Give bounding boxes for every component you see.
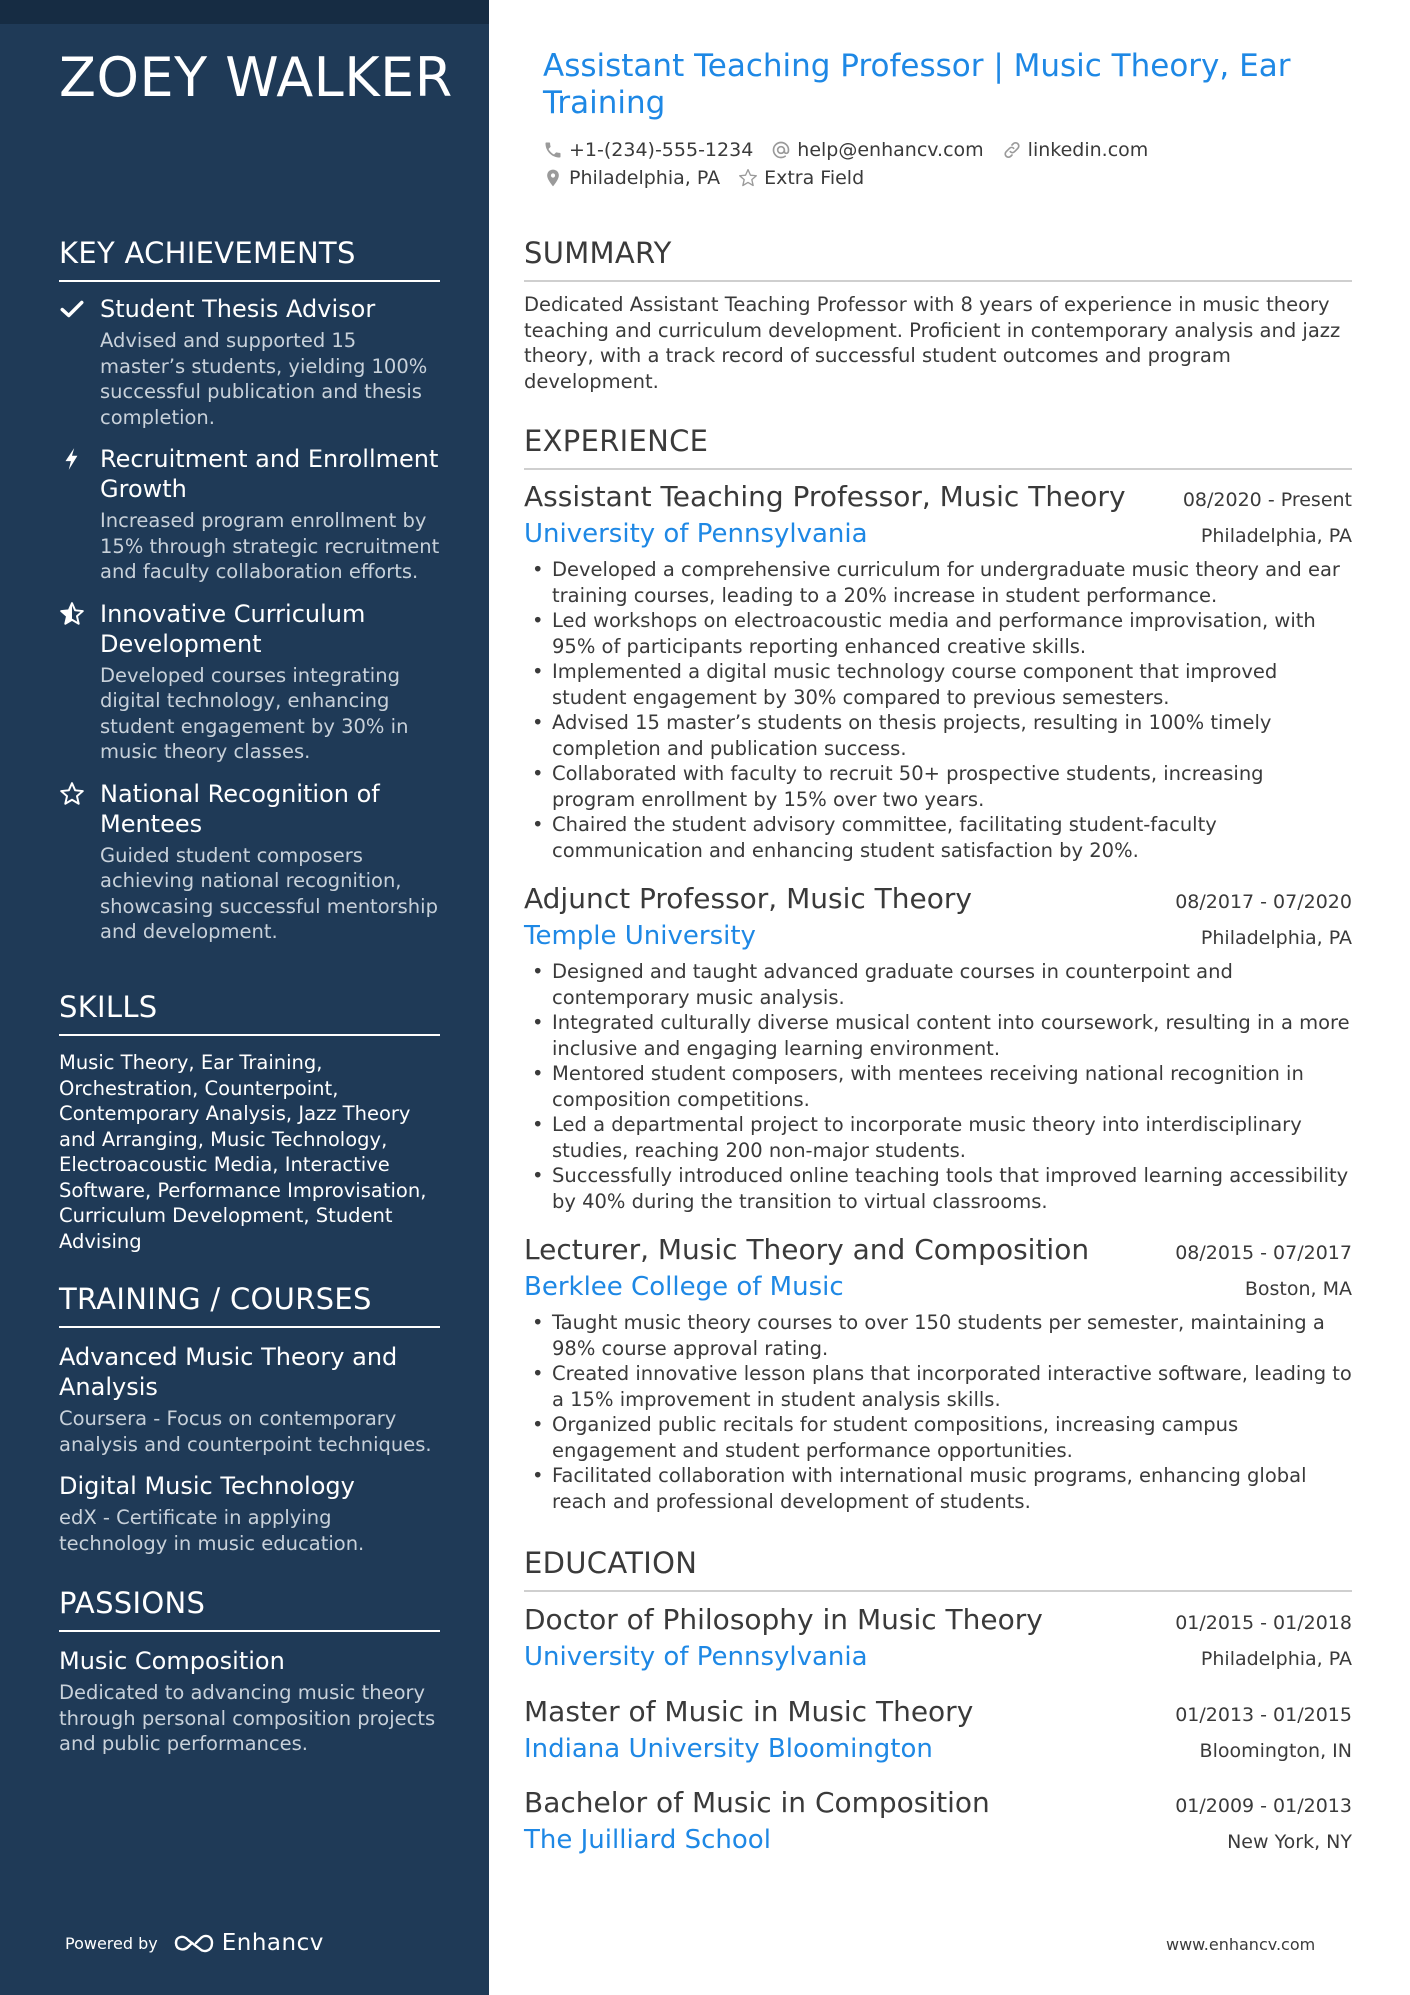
experience-company: Berklee College of Music bbox=[524, 1272, 844, 1302]
education-degree: Master of Music in Music Theory bbox=[524, 1695, 974, 1728]
contact-email[interactable] bbox=[771, 139, 983, 161]
course-item bbox=[59, 1342, 440, 1457]
link-icon bbox=[1002, 140, 1022, 160]
training-section bbox=[59, 1282, 440, 1556]
extra-field-text: Extra Field bbox=[764, 167, 865, 189]
experience-company: Temple University bbox=[524, 921, 756, 951]
education-school: University of Pennsylvania bbox=[524, 1642, 868, 1672]
passion-title: Music Composition bbox=[59, 1647, 285, 1675]
education-date: 01/2015 - 01/2018 bbox=[1175, 1612, 1352, 1634]
course-desc: Coursera - Focus on contemporary analysis and counterpoint techniques. bbox=[59, 1407, 432, 1456]
experience-bullets bbox=[524, 959, 1352, 1214]
education-location: Bloomington, IN bbox=[1199, 1740, 1352, 1762]
candidate-name: ZOEY WALKER bbox=[59, 46, 453, 109]
experience-bullets bbox=[524, 557, 1352, 863]
experience-bullets bbox=[524, 1310, 1352, 1514]
linkedin-text: linkedin.com bbox=[1027, 139, 1149, 161]
education-item bbox=[524, 1786, 1352, 1855]
passion-desc: Dedicated to advancing music theory through personal composition projects and public performances. bbox=[59, 1681, 436, 1755]
contact-location bbox=[543, 167, 720, 189]
education-section bbox=[524, 1546, 1352, 1592]
education-degree: Doctor of Philosophy in Music Theory bbox=[524, 1603, 1043, 1636]
bullet-item: • Taught music theory courses to over 150 students per semester, maintaining a 98% course approval rating. bbox=[524, 1310, 1352, 1361]
bullet-item: • Facilitated collaboration with international music programs, enhancing global reach and professional development of students. bbox=[524, 1463, 1352, 1514]
bullet-item: • Advised 15 master’s students on thesis projects, resulting in 100% timely completion and publication success. bbox=[524, 710, 1352, 761]
bullet-item: • Led workshops on electroacoustic media and performance improvisation, with 95% of participants reporting enhanced creative skills. bbox=[524, 608, 1352, 659]
location-pin-icon bbox=[543, 168, 563, 188]
contact-row bbox=[543, 136, 1343, 164]
bullet-item: • Collaborated with faculty to recruit 50+ prospective students, increasing program enrollment by 15% over two years. bbox=[524, 761, 1352, 812]
achievement-item bbox=[59, 779, 440, 945]
bolt-icon bbox=[59, 446, 85, 472]
sidebar-top-bar bbox=[0, 0, 489, 24]
email-text: help@enhancv.com bbox=[797, 139, 984, 161]
experience-location: Boston, MA bbox=[1244, 1278, 1352, 1300]
infinity-logo-icon bbox=[172, 1931, 216, 1955]
bullet-item: • Integrated culturally diverse musical content into coursework, resulting in a more inclusive and engaging learning environment. bbox=[524, 1010, 1352, 1061]
experience-heading: EXPERIENCE bbox=[524, 424, 1352, 470]
footer-url[interactable]: www.enhancv.com bbox=[1166, 1935, 1316, 1954]
experience-title: Lecturer, Music Theory and Composition bbox=[524, 1233, 1090, 1266]
experience-date: 08/2017 - 07/2020 bbox=[1175, 891, 1352, 913]
contact-linkedin[interactable] bbox=[1002, 139, 1149, 161]
bullet-item: • Created innovative lesson plans that incorporated interactive software, leading to a 15% improvement in student analysis skills. bbox=[524, 1361, 1352, 1412]
bullet-item: • Designed and taught advanced graduate courses in counterpoint and contemporary music analysis. bbox=[524, 959, 1352, 1010]
education-degree: Bachelor of Music in Composition bbox=[524, 1786, 990, 1819]
skills-heading: SKILLS bbox=[59, 990, 440, 1036]
experience-section bbox=[524, 424, 1352, 470]
experience-company: University of Pennsylvania bbox=[524, 519, 868, 549]
training-heading: TRAINING / COURSES bbox=[59, 1282, 440, 1328]
at-icon bbox=[771, 140, 791, 160]
check-icon bbox=[59, 296, 85, 322]
education-item bbox=[524, 1695, 1352, 1764]
experience-title: Assistant Teaching Professor, Music Theory bbox=[524, 480, 1126, 513]
education-location: New York, NY bbox=[1227, 1831, 1352, 1853]
course-title: Advanced Music Theory and Analysis bbox=[59, 1343, 398, 1401]
passion-item bbox=[59, 1646, 440, 1757]
summary-text: Dedicated Assistant Teaching Professor with 8 years of experience in music theory teaching and curriculum development. Proficient in contemporary analysis and jazz theory, with a track record of successful student outcomes and program development. bbox=[524, 293, 1341, 393]
achievements-list bbox=[59, 294, 440, 945]
bullet-item: • Led a departmental project to incorporate music theory into interdisciplinary studies, reaching 200 non-major students. bbox=[524, 1112, 1352, 1163]
bullet-item: • Implemented a digital music technology course component that improved student engagement by 30% compared to previous semesters. bbox=[524, 659, 1352, 710]
course-item bbox=[59, 1471, 440, 1556]
key-achievements-heading: KEY ACHIEVEMENTS bbox=[59, 236, 440, 282]
job-title: Assistant Teaching Professor | Music Theory, Ear Training bbox=[543, 48, 1291, 121]
enhancv-wordmark: Enhancv bbox=[221, 1930, 324, 1956]
contact-row bbox=[543, 164, 1343, 192]
summary-heading: SUMMARY bbox=[524, 236, 1352, 282]
star-half-icon bbox=[59, 601, 85, 627]
location-text: Philadelphia, PA bbox=[569, 167, 721, 189]
bullet-item: • Successfully introduced online teaching tools that improved learning accessibility by 40% during the transition to virtual classrooms. bbox=[524, 1163, 1352, 1214]
achievement-title: Recruitment and Enrollment Growth bbox=[100, 445, 439, 503]
achievement-title: National Recognition of Mentees bbox=[100, 779, 380, 838]
achievement-desc: Increased program enrollment by 15% through strategic recruitment and faculty collaboration efforts. bbox=[100, 509, 440, 583]
education-school: The Juilliard School bbox=[524, 1825, 771, 1855]
education-item bbox=[524, 1603, 1352, 1672]
contact-info bbox=[543, 136, 1343, 192]
powered-by-label: Powered by bbox=[65, 1933, 158, 1953]
experience-date: 08/2020 - Present bbox=[1182, 489, 1352, 511]
achievement-title: Student Thesis Advisor bbox=[100, 295, 376, 323]
experience-item bbox=[524, 882, 1352, 1214]
bullet-item: • Chaired the student advisory committee, facilitating student-faculty communication and enhancing student satisfaction by 20%. bbox=[524, 812, 1352, 863]
contact-extra bbox=[738, 167, 864, 189]
course-title: Digital Music Technology bbox=[59, 1472, 355, 1500]
experience-item bbox=[524, 480, 1352, 863]
bullet-item: • Developed a comprehensive curriculum for undergraduate music theory and ear training courses, leading to a 20% increase in student performance. bbox=[524, 557, 1352, 608]
experience-item bbox=[524, 1233, 1352, 1514]
experience-title: Adjunct Professor, Music Theory bbox=[524, 882, 972, 915]
experience-date: 08/2015 - 07/2017 bbox=[1175, 1242, 1352, 1264]
achievement-item bbox=[59, 444, 440, 585]
key-achievements-section bbox=[59, 236, 440, 959]
experience-location: Philadelphia, PA bbox=[1200, 927, 1352, 949]
powered-by bbox=[65, 1930, 324, 1956]
skills-list: Music Theory, Ear Training, Orchestration, Counterpoint, Contemporary Analysis, Jazz Theory and Arranging, Music Technology, Electroacoustic Media, Interactive Software, Performance Improvisation, Curriculum Development, Student Advising bbox=[59, 1051, 427, 1253]
achievement-desc: Developed courses integrating digital technology, enhancing student engagement by 30% in music theory classes. bbox=[100, 663, 409, 763]
achievement-item bbox=[59, 599, 440, 765]
summary-section bbox=[524, 236, 1352, 394]
education-date: 01/2009 - 01/2013 bbox=[1175, 1795, 1352, 1817]
skills-section bbox=[59, 990, 440, 1254]
achievement-desc: Advised and supported 15 master’s students, yielding 100% successful publication and thesis completion. bbox=[100, 329, 428, 429]
education-date: 01/2013 - 01/2015 bbox=[1175, 1704, 1352, 1726]
education-school: Indiana University Bloomington bbox=[524, 1734, 933, 1764]
course-desc: edX - Certificate in applying technology in music education. bbox=[59, 1506, 365, 1555]
contact-phone[interactable] bbox=[543, 139, 753, 161]
star-outline-icon bbox=[738, 168, 758, 188]
star-outline-icon bbox=[59, 781, 85, 807]
education-heading: EDUCATION bbox=[524, 1546, 1352, 1592]
achievement-item bbox=[59, 294, 440, 430]
phone-icon bbox=[543, 140, 563, 160]
bullet-item: • Organized public recitals for student compositions, increasing campus engagement and student performance opportunities. bbox=[524, 1412, 1352, 1463]
experience-location: Philadelphia, PA bbox=[1200, 525, 1352, 547]
education-location: Philadelphia, PA bbox=[1200, 1648, 1352, 1670]
passions-heading: PASSIONS bbox=[59, 1586, 440, 1632]
achievement-desc: Guided student composers achieving national recognition, showcasing successful mentorship and development. bbox=[100, 843, 438, 943]
enhancv-logo[interactable] bbox=[172, 1930, 324, 1956]
phone-text: +1-(234)-555-1234 bbox=[569, 139, 754, 161]
achievement-title: Innovative Curriculum Development bbox=[100, 599, 366, 658]
passions-section bbox=[59, 1586, 440, 1757]
bullet-item: • Mentored student composers, with mentees receiving national recognition in composition competitions. bbox=[524, 1061, 1352, 1112]
